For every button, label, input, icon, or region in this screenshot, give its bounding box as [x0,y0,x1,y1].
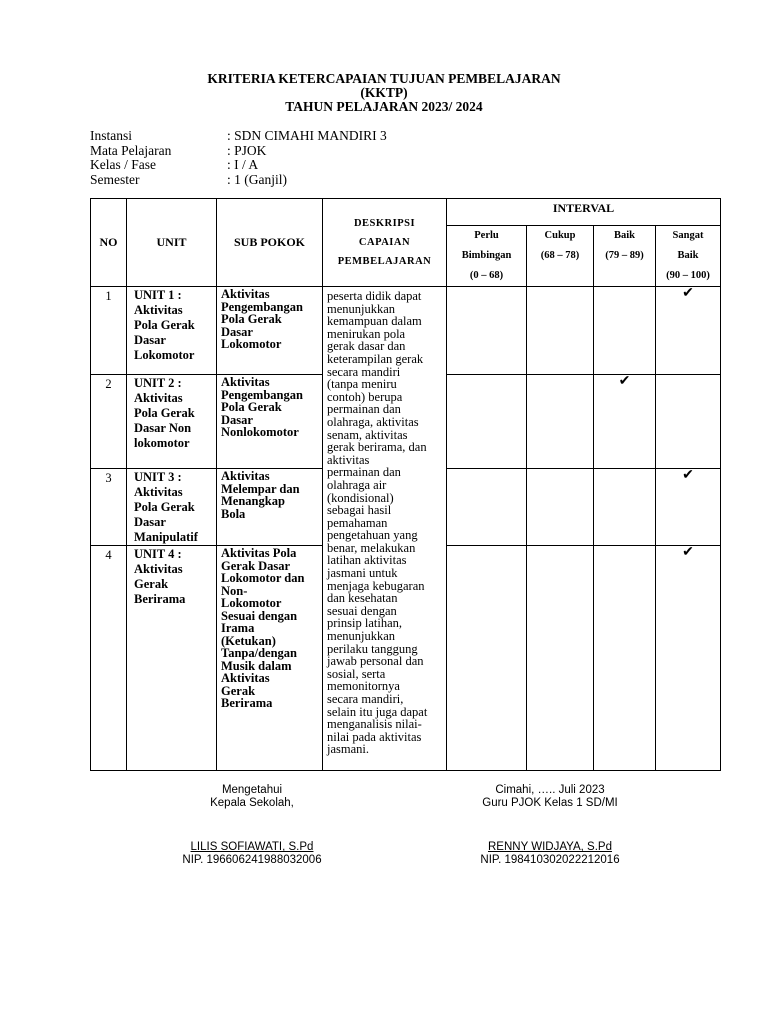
sig-line: Cimahi, ….. Juli 2023 [495,784,605,796]
unit-line: Dasar [134,333,166,347]
desc-line: (tanpa meniru [327,377,397,392]
header-baik [594,226,656,287]
unit-line: UNIT 2 : [134,376,182,390]
desc-line: secara mandiri, [327,692,404,706]
signature-kepala-sekolah [150,784,354,867]
sub-line: Aktivitas Pola [221,546,297,560]
row-unit [127,287,217,375]
deskripsi-capaian [323,287,447,771]
info-label: Instansi [90,128,132,143]
desc-line: kemampuan dalam [327,314,422,329]
desc-line: jawab personal dan [327,654,424,669]
interval-cell [594,375,656,469]
unit-line: Aktivitas [134,562,183,576]
desc-line: (kondisional) [327,490,394,505]
desc-line: sesuai dengan [327,603,397,618]
unit-line: Pola Gerak [134,406,195,420]
table-row [91,287,721,375]
unit-line: Lokomotor [134,348,195,362]
desc-line: prinsip latihan, [327,616,402,631]
row-sub-pokok [217,546,323,771]
sub-line: (Ketukan) [221,633,276,648]
info-label: Semester [90,171,140,187]
sig-nip: NIP. 196606241988032006 [182,854,322,866]
desc-line: gerak dasar dan [327,339,406,354]
header-line: Baik [613,230,635,241]
sig-line: Mengetahui [221,784,283,796]
title-line-1: KRITERIA KETERCAPAIAN TUJUAN PEMBELAJARAN [207,71,561,86]
desc-line: secara mandiri [327,364,401,379]
info-value: : PJOK [227,142,267,158]
sub-line: Aktivitas [221,375,270,389]
document-title [0,72,768,114]
header-line: Bimbingan [461,250,512,261]
unit-line: Dasar [134,515,166,529]
sig-line: Guru PJOK Kelas 1 SD/MI [482,797,618,809]
sub-line: Dasar [221,324,253,339]
signature-guru [450,784,650,867]
header-line: (79 – 89) [605,250,644,261]
unit-line: Pola Gerak [134,500,195,514]
unit-line: UNIT 1 : [134,288,182,302]
desc-line: contoh) berupa [327,389,403,404]
unit-line: UNIT 3 : [134,470,182,484]
sub-line: Aktivitas [221,671,270,685]
header-deskripsi-line: CAPAIAN [358,237,411,248]
interval-cell [447,375,527,469]
unit-line: Dasar Non [134,421,192,435]
info-row-instansi [90,129,387,144]
desc-line: nilai pada aktivitas [327,729,422,744]
interval-cell [594,469,656,546]
desc-line: olahraga air [327,477,387,492]
header-line: Sangat [672,230,704,241]
interval-cell [656,375,721,469]
row-sub-pokok [217,375,323,469]
sub-line: Dasar [221,412,253,427]
row-sub-pokok [217,287,323,375]
desc-line: jasmani. [327,742,370,757]
header-line: Perlu [474,230,499,241]
info-row-semester [90,173,387,188]
sig-name: RENNY WIDJAYA, S.Pd [488,841,612,853]
header-interval: INTERVAL [447,199,721,226]
sub-line: Pengembangan [221,299,303,314]
desc-line: menganalisis nilai- [327,717,422,732]
title-line-3: TAHUN PELAJARAN 2023/ 2024 [285,99,483,114]
unit-line: Aktivitas [134,391,183,405]
row-no: 4 [91,546,127,771]
desc-line: perilaku tanggung [327,641,418,656]
desc-line: menjaga kebugaran [327,578,425,593]
sub-line: Gerak [221,683,256,698]
interval-cell [656,287,721,375]
desc-line: sebagai hasil [327,503,392,518]
desc-line: menunjukkan [327,629,396,644]
row-unit [127,375,217,469]
interval-cell [447,546,527,771]
sub-line: Nonlokomotor [221,425,299,439]
header-sangat-baik [656,226,721,287]
sub-line: Aktivitas [221,287,270,301]
sub-line: Tanpa/dengan [221,646,297,660]
interval-cell [527,287,594,375]
interval-cell [656,469,721,546]
header-deskripsi-line: PEMBELAJARAN [337,256,432,267]
header-line: (68 – 78) [540,250,580,261]
row-no: 3 [91,469,127,546]
sub-line: Lokomotor dan [221,571,305,585]
unit-line: UNIT 4 : [134,547,182,561]
title-line-2: (KKTP) [360,85,408,100]
desc-line: menunjukkan [327,301,396,316]
desc-line: keterampilan gerak [327,351,424,366]
check-icon: ✔ [682,468,694,483]
info-row-mata-pelajaran [90,144,387,159]
sub-line: Irama [221,621,255,635]
desc-line: senam, aktivitas [327,427,408,442]
sub-line: Pola Gerak [221,312,282,326]
unit-line: lokomotor [134,436,190,450]
info-value: : SDN CIMAHI MANDIRI 3 [227,128,387,143]
interval-cell [656,546,721,771]
header-line: Cukup [544,230,576,241]
sig-line: Kepala Sekolah, [210,797,294,809]
desc-line: pengetahuan yang [327,528,418,543]
sub-line: Lokomotor [221,337,282,351]
info-value: : I / A [227,157,259,172]
desc-line: menirukan pola [327,326,406,341]
row-no: 1 [91,287,127,375]
sub-line: Melempar dan [221,481,300,496]
header-cukup [527,226,594,287]
sub-line: Bola [221,506,246,521]
desc-line: benar, melakukan [327,540,416,555]
header-line: (90 – 100) [666,270,710,281]
sub-line: Non- [221,583,248,598]
header-deskripsi [323,199,447,287]
row-unit [127,546,217,771]
desc-line: permainan dan [327,402,401,417]
row-unit [127,469,217,546]
sub-line: Sesuai dengan [221,608,298,623]
desc-line: jasmani untuk [327,566,398,581]
interval-cell [527,546,594,771]
sub-line: Gerak Dasar [221,558,291,573]
interval-cell [447,287,527,375]
header-perlu-bimbingan [447,226,527,287]
desc-line: selain itu juga dapat [327,704,428,719]
unit-line: Pola Gerak [134,318,195,332]
interval-cell [527,375,594,469]
unit-line: Berirama [134,592,186,606]
unit-line: Aktivitas [134,485,183,499]
header-line: (0 – 68) [469,270,504,281]
sub-line: Pola Gerak [221,400,282,414]
sub-line: Berirama [221,696,273,710]
header-unit: UNIT [127,199,217,287]
check-icon: ✔ [682,286,694,301]
desc-line: latihan aktivitas [327,553,407,568]
interval-cell [594,287,656,375]
header-line: Baik [677,250,699,261]
sub-line: Musik dalam [221,658,292,673]
sig-name: LILIS SOFIAWATI, S.Pd [190,841,314,853]
header-deskripsi-line: DESKRIPSI [353,218,416,229]
info-row-kelas-fase [90,158,387,173]
interval-cell [527,469,594,546]
header-sub-pokok: SUB POKOK [217,199,323,287]
desc-line: olahraga, aktivitas [327,414,419,429]
row-sub-pokok [217,469,323,546]
desc-line: gerak berirama, dan [327,440,427,455]
desc-line: permainan dan [327,465,401,480]
sub-line: Pengembangan [221,387,303,402]
unit-line: Gerak [134,577,169,591]
desc-line: aktivitas [327,452,370,467]
unit-line: Manipulatif [134,530,198,544]
header-no: NO [91,199,127,287]
identity-info [90,129,387,187]
info-label: Mata Pelajaran [90,142,172,158]
sig-nip: NIP. 198410302022212016 [480,854,620,866]
unit-line: Aktivitas [134,303,183,317]
interval-cell [594,546,656,771]
check-icon: ✔ [618,374,631,389]
info-value: : 1 (Ganjil) [227,171,287,187]
desc-line: peserta didik dapat [327,289,422,303]
sub-line: Aktivitas [221,469,270,483]
desc-line: memonitornya [327,679,400,694]
sub-line: Lokomotor [221,596,282,610]
row-no: 2 [91,375,127,469]
desc-line: sosial, serta [327,666,386,681]
desc-line: dan kesehatan [327,591,398,606]
kktp-table [90,198,721,771]
interval-cell [447,469,527,546]
desc-line: pemahaman [327,515,388,530]
check-icon: ✔ [682,545,694,560]
sub-line: Menangkap [221,494,285,508]
info-label: Kelas / Fase [90,157,156,172]
